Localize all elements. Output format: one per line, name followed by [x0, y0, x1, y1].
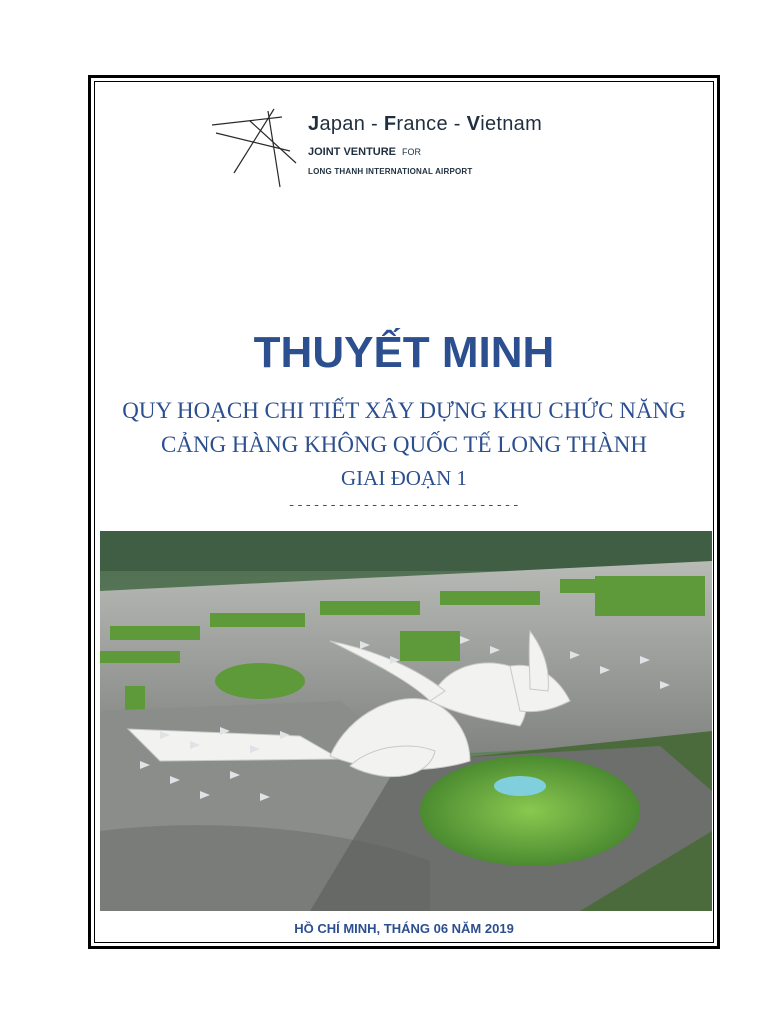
- logo-line-countries: Japan - France - Vietnam: [308, 113, 543, 135]
- subtitle-line-3: GIAI ĐOẠN 1: [341, 466, 467, 490]
- logo-mark-icon: [210, 103, 300, 193]
- dashed-divider: ----------------------------: [287, 498, 521, 513]
- subtitle-line-2: CẢNG HÀNG KHÔNG QUỐC TẾ LONG THÀNH: [161, 432, 647, 457]
- airport-render-image: [100, 531, 712, 911]
- place-and-date: HỒ CHÍ MINH, THÁNG 06 NĂM 2019: [294, 921, 514, 936]
- logo-line-airport: LONG THANH INTERNATIONAL AIRPORT: [308, 167, 473, 176]
- subtitle-line-1: QUY HOẠCH CHI TIẾT XÂY DỰNG KHU CHỨC NĂNG: [122, 398, 686, 423]
- document-title: THUYẾT MINH: [253, 328, 555, 377]
- joint-venture-logo: [210, 103, 630, 193]
- logo-line-joint-venture: JOINT VENTURE FOR: [308, 146, 422, 158]
- airport-render-illustration: [100, 531, 712, 911]
